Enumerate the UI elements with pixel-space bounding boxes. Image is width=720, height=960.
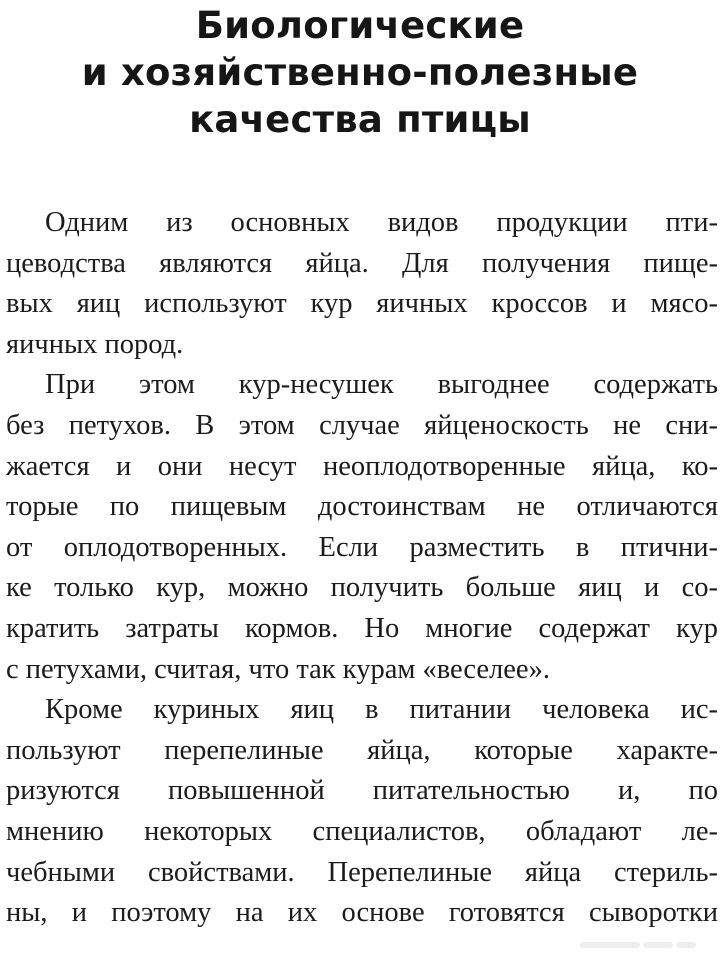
faint-watermark [580,936,710,952]
text-line: Одним из основных видов продукции пти- [45,207,718,238]
text-line: ны, и поэтому на их основе готовятся сыворотки [6,897,718,929]
text-line: жается и они несут неоплодотворенные яйца, ко- [6,450,718,482]
paragraph-3 [6,690,718,934]
body-text [6,203,718,934]
text-line: без петухов. В этом случае яйценоскость не сни- [6,409,718,441]
title-line-2: и хозяйственно-полезные [81,51,639,94]
text-line: ризуются повышенной питательностью и, по [6,775,718,807]
text-line: с петухами, считая, что так курам «веселее». [6,653,550,685]
text-line: цеводства являются яйца. Для получения пище- [6,247,718,279]
paragraph-1 [6,203,718,365]
text-line: мнению некоторых специалистов, обладают ле- [6,815,718,847]
paragraph-2 [6,365,718,690]
text-line: кратить затраты кормов. Но многие содержат кур [6,612,718,644]
text-line: от оплодотворенных. Если разместить в птични- [6,531,718,563]
text-line: чебными свойствами. Перепелиные яйца стериль- [6,856,718,888]
text-line: вых яиц используют кур яичных кроссов и мясо- [6,288,718,320]
title-line-1: Биологические [195,4,525,47]
page-title [0,2,720,143]
text-line: Кроме куриных яиц в питании человека ис- [45,694,718,726]
text-line: пользуют перепелиные яйца, которые характе- [6,734,718,766]
text-line: ке только кур, можно получить больше яиц и со- [6,572,718,604]
text-line: При этом кур-несушек выгоднее содержать [45,369,718,401]
text-line: яичных пород. [6,328,184,360]
text-line: торые по пищевым достоинствам не отличаются [6,491,718,523]
title-line-3: качества птицы [189,98,531,141]
